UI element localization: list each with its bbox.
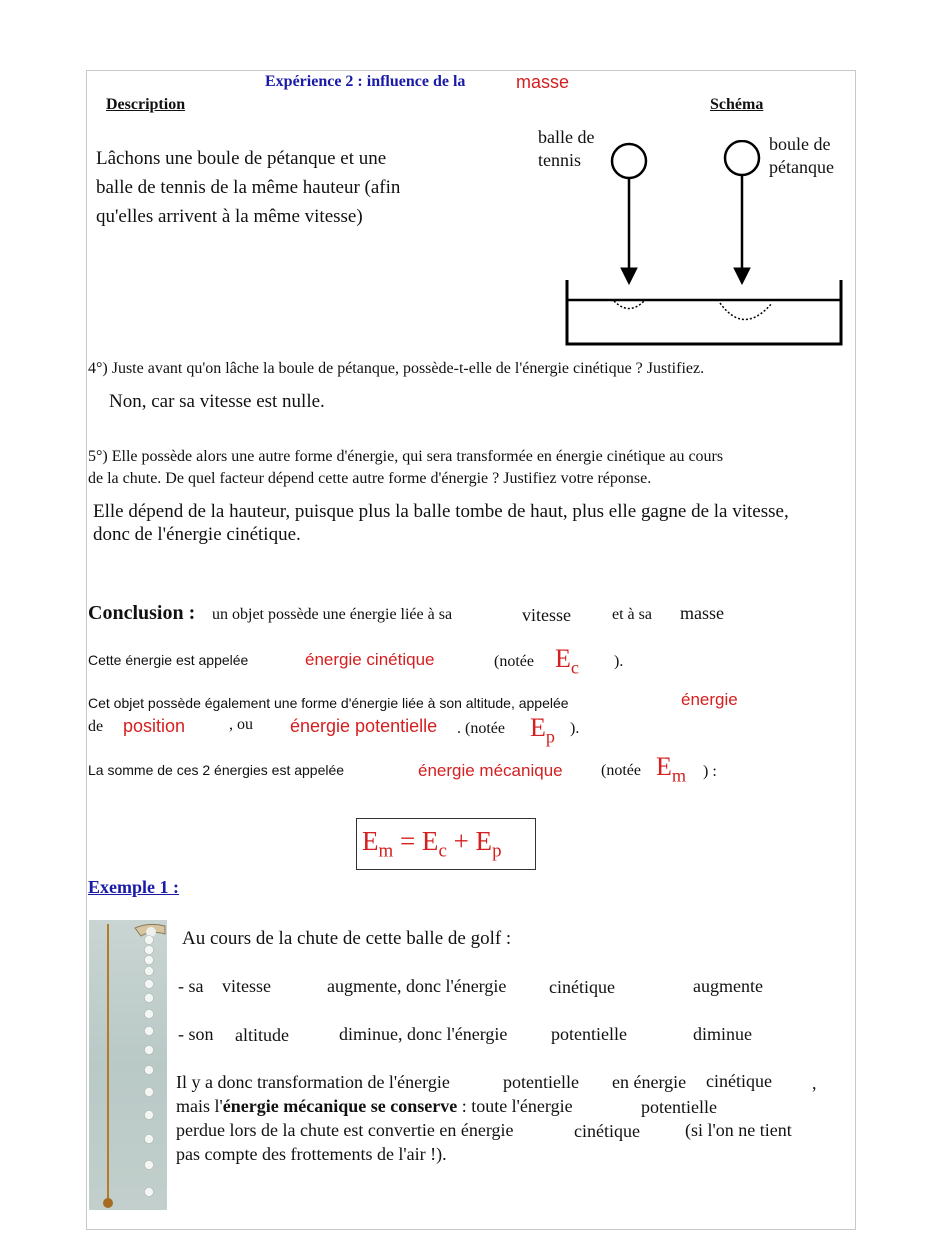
golf-ball-photo — [89, 920, 167, 1210]
p2-potentielle: potentielle — [641, 1097, 717, 1117]
p2-rest: : toute l'énergie — [457, 1096, 573, 1116]
title-text: Expérience 2 : influence de la — [265, 73, 466, 90]
p1-cinetique: cinétique — [706, 1071, 772, 1091]
schema-heading: Schéma — [710, 96, 764, 113]
formula-mid-sub: c — [438, 840, 447, 862]
formula-plus: + E — [446, 826, 493, 856]
answer-vitesse: vitesse — [522, 605, 571, 625]
tennis-crater — [614, 301, 644, 309]
question-4: 4°) Juste avant qu'on lâche la boule de pétanque, possède-t-elle de l'énergie cinétique ? Justifiez. — [88, 360, 705, 377]
row2-potentielle: potentielle — [551, 1024, 627, 1044]
formula — [362, 826, 502, 863]
p1-comma: , — [812, 1073, 817, 1093]
answer-energie-potentielle: énergie potentielle — [290, 716, 438, 736]
conclusion-line-3: Cet objet possède également une forme d'énergie liée à son altitude, appelée — [88, 695, 569, 711]
exemple-intro: Au cours de la chute de cette balle de golf : — [182, 928, 512, 949]
answer-position: position — [123, 716, 186, 736]
p2-line — [176, 1096, 573, 1117]
question-5-line-1: 5°) Elle possède alors une autre forme d'énergie, qui sera transformée en énergie cinétique au cours — [88, 448, 724, 465]
p2-mais: mais l' — [176, 1096, 223, 1116]
p3-tail: (si l'on ne tient — [685, 1120, 792, 1140]
conclusion-line-4-de: de — [88, 718, 104, 735]
title-answer: masse — [516, 72, 570, 92]
conclusion-line-5: La somme de ces 2 énergies est appelée — [88, 762, 345, 778]
answer-5-line-2: donc de l'énergie cinétique. — [93, 524, 301, 545]
label-petanque-2: pétanque — [769, 157, 834, 177]
petanque-crater — [720, 303, 772, 320]
question-5-line-2: de la chute. De quel facteur dépend cette autre forme d'énergie ? Justifiez votre réponse. — [88, 470, 652, 487]
symbol-em — [656, 752, 686, 786]
formula-lhs-sub: m — [378, 840, 394, 862]
row1-vitesse: vitesse — [222, 976, 271, 996]
description-line-3: qu'elles arrivent à la même vitesse) — [96, 206, 363, 227]
close-ep: ). — [570, 720, 580, 737]
description-heading: Description — [106, 96, 186, 113]
answer-5-line-1: Elle dépend de la hauteur, puisque plus la balle tombe de haut, plus elle gagne de la vitesse, — [93, 501, 789, 522]
symbol-ec — [555, 644, 579, 678]
answer-masse: masse — [680, 603, 724, 623]
p2-bold: énergie mécanique se conserve — [222, 1096, 458, 1116]
golf-ball-strobe-icon — [89, 920, 167, 1210]
close-em: ) : — [703, 763, 717, 780]
schema-diagram — [560, 140, 850, 350]
formula-lhs: E — [362, 826, 379, 856]
exemple-label: Exemple 1 : — [88, 877, 179, 897]
description-line-1: Lâchons une boule de pétanque et une — [96, 148, 387, 169]
petanque-arrowhead — [734, 268, 750, 284]
close-ec: ). — [614, 653, 624, 670]
sand-tank — [567, 280, 841, 344]
conclusion-line-1: un objet possède une énergie liée à sa — [212, 606, 453, 623]
answer-energie-mecanique: énergie mécanique — [418, 761, 563, 780]
p3-cinetique: cinétique — [574, 1121, 640, 1141]
p4-text: pas compte des frottements de l'air !). — [176, 1144, 447, 1164]
petanque-ball — [725, 141, 759, 175]
p3-text: perdue lors de la chute est convertie en énergie — [176, 1120, 514, 1140]
label-tennis-1: balle de — [538, 127, 595, 147]
symbol-ec-sub: c — [570, 657, 579, 678]
answer-4: Non, car sa vitesse est nulle. — [109, 391, 325, 412]
conclusion-label: Conclusion : — [88, 602, 196, 624]
experiment-title — [265, 73, 465, 91]
row2-altitude: altitude — [235, 1025, 289, 1045]
label-tennis-2: tennis — [538, 150, 581, 170]
p1-en-energie: en énergie — [612, 1072, 687, 1092]
p1-text: Il y a donc transformation de l'énergie — [176, 1072, 450, 1092]
formula-rhs-sub: p — [492, 840, 502, 862]
symbol-ep — [530, 713, 555, 747]
symbol-ep-main: E — [530, 713, 546, 742]
row2-diminue: diminue — [693, 1024, 752, 1044]
tennis-ball — [612, 144, 646, 178]
row1-prefix: - sa — [178, 976, 204, 996]
notee-ep: . (notée — [457, 720, 505, 737]
tennis-arrowhead — [621, 268, 637, 284]
symbol-ec-main: E — [555, 644, 571, 673]
row2-prefix: - son — [178, 1024, 214, 1044]
label-petanque-1: boule de — [769, 134, 831, 154]
notee-ec: (notée — [494, 653, 534, 670]
answer-energie-a: énergie — [681, 690, 738, 709]
conclusion-line-1-mid: et à sa — [612, 606, 652, 623]
symbol-em-sub: m — [671, 765, 687, 786]
row2-text: diminue, donc l'énergie — [339, 1024, 508, 1044]
conclusion-line-2: Cette énergie est appelée — [88, 652, 249, 668]
symbol-em-main: E — [656, 752, 672, 781]
description-line-2: balle de tennis de la même hauteur (afin — [96, 177, 401, 198]
answer-energie-cinetique: énergie cinétique — [305, 650, 435, 669]
notee-em: (notée — [601, 762, 641, 779]
p1-potentielle: potentielle — [503, 1072, 579, 1092]
symbol-ep-sub: p — [545, 726, 555, 747]
row1-augmente: augmente — [693, 976, 763, 996]
row1-text: augmente, donc l'énergie — [327, 976, 507, 996]
conclusion-line-4-ou: , ou — [229, 716, 253, 733]
row1-cinetique: cinétique — [549, 977, 615, 997]
formula-eq: = E — [393, 826, 439, 856]
